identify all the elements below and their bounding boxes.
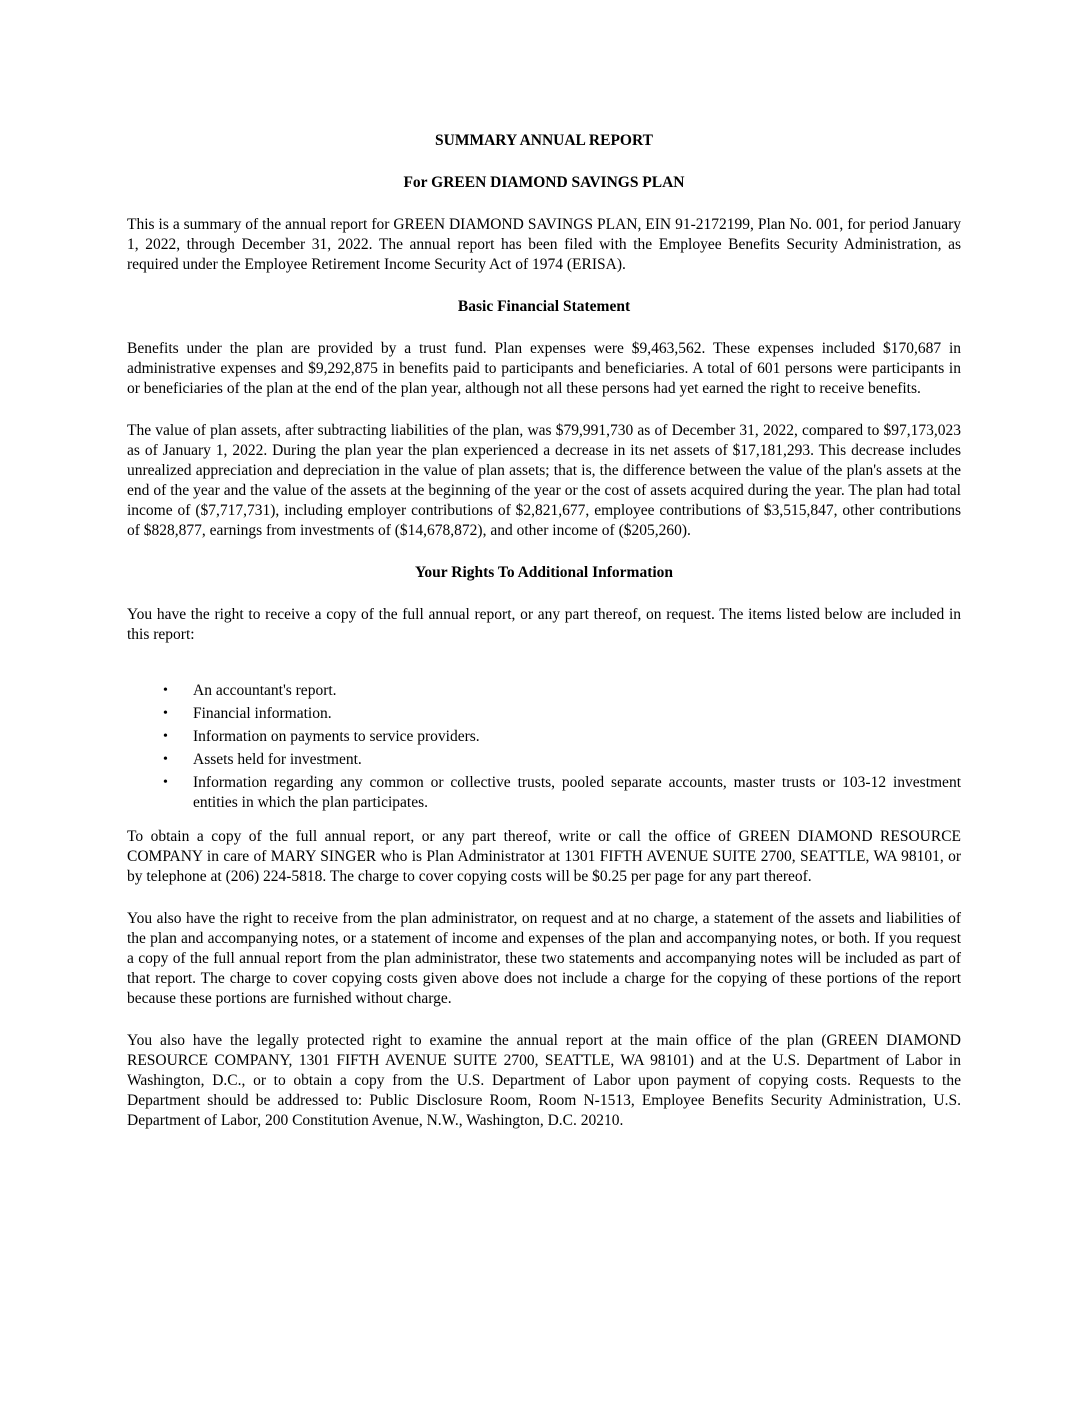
obtain-copy-paragraph: To obtain a copy of the full annual report, or any part thereof, write or call the office of GREEN DIAMOND RESOURCE COMPANY in care of MARY SINGER who is Plan Administrator at 1301 FIFTH AVENUE SUITE 2700, SEATTLE, WA 98101, or by telephone at (206) 224-5818. The charge to cover copying costs will be $0.25 per page for any part thereof. [127,828,961,885]
intro-paragraph: This is a summary of the annual report for GREEN DIAMOND SAVINGS PLAN, EIN 91-2172199, Plan No. 001, for period January 1, 2022, through December 31, 2022. The annual report has been filed with the Employee Benefits Security Administration, as required under the Employee Retirement Income Security Act of 1974 (ERISA). [127,216,961,273]
list-item-text: Assets held for investment. [193,751,362,768]
list-item-text: Information regarding any common or collective trusts, pooled separate accounts, master trusts or 103-12 investment entities in which the plan participates. [193,774,961,811]
section-heading-basic-financial-statement: Basic Financial Statement [457,298,631,315]
bullet-icon: • [163,775,168,790]
document-title: SUMMARY ANNUAL REPORT [435,132,653,149]
examine-report-paragraph: You also have the legally protected right to examine the annual report at the main office of the plan (GREEN DIAMOND RESOURCE COMPANY, 1301 FIFTH AVENUE SUITE 2700, SEATTLE, WA 98101) and at the U.S. Department of Labor in Washington, D.C., or to obtain a copy from the U.S. Department of Labor upon payment of copying costs. Requests to the Department should be addressed to: Public Disclosure Room, Room N-1513, Employee Benefits Security Administration, U.S. Department of Labor, 200 Constitution Avenue, N.W., Washington, D.C. 20210. [127,1032,961,1129]
list-item [127,704,961,724]
list-item [127,681,961,701]
list-item [127,727,961,747]
section-heading-your-rights: Your Rights To Additional Information [414,564,674,581]
report-items-list [127,681,961,813]
basic-financial-paragraph-1: Benefits under the plan are provided by a trust fund. Plan expenses were $9,463,562. These expenses included $170,687 in administrative expenses and $9,292,875 in benefits paid to participants and beneficiaries. A total of 601 persons were participants in or beneficiaries of the plan at the end of the plan year, although not all these persons had yet earned the right to receive benefits. [127,340,961,397]
bullet-icon: • [163,752,168,767]
bullet-icon: • [163,729,168,744]
statements-paragraph: You also have the right to receive from the plan administrator, on request and at no charge, a statement of the assets and liabilities of the plan and accompanying notes, or a statement of income and expenses of the plan and accompanying notes, or both. If you request a copy of the full annual report from the plan administrator, these two statements and accompanying notes will be included as part of that report. The charge to cover copying costs given above does not include a charge for the copying of these portions of the report because these portions are furnished without charge. [127,910,961,1007]
bullet-icon: • [163,683,168,698]
rights-intro-paragraph: You have the right to receive a copy of the full annual report, or any part thereof, on request. The items listed below are included in this report: [127,606,961,643]
list-item-text: Information on payments to service providers. [193,728,480,745]
document-subtitle: For GREEN DIAMOND SAVINGS PLAN [403,174,685,191]
list-item [127,750,961,770]
bullet-icon: • [163,706,168,721]
basic-financial-paragraph-2: The value of plan assets, after subtracting liabilities of the plan, was $79,991,730 as of December 31, 2022, compared to $97,173,023 as of January 1, 2022. During the plan year the plan experienced a decrease in its net assets of $17,181,293. This decrease includes unrealized appreciation and depreciation in the value of plan assets; that is, the difference between the value of the plan's assets at the end of the year and the value of the assets at the beginning of the year or the cost of assets acquired during the year. The plan had total income of ($7,717,731), including employer contributions of $2,821,677, employee contributions of $3,515,847, other contributions of $828,877, earnings from investments of ($14,678,872), and other income of ($205,260). [127,422,961,539]
list-item-text: An accountant's report. [193,682,337,699]
list-item-text: Financial information. [193,705,332,722]
list-item [127,773,961,813]
